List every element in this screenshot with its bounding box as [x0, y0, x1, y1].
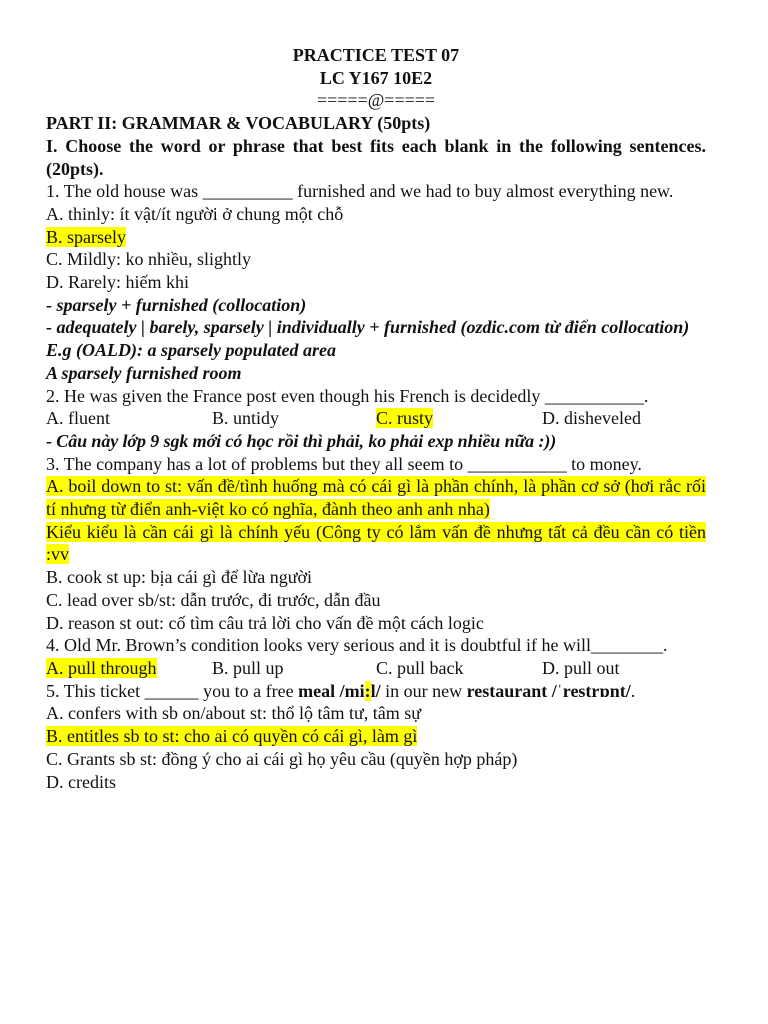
q4-option-b: B. pull up [212, 657, 284, 678]
q2-option-c-answer: C. rusty [376, 408, 434, 429]
section-heading: I. Choose the word or phrase that best fits each blank in the following sentences. (20pts). [46, 135, 706, 179]
q5-option-c: C. Grants sb st: đồng ý cho ai cái gì họ yêu cầu (quyền hợp pháp) [46, 748, 518, 769]
q3-option-a-answer: A. boil down to st: vấn đề/tình huống mà có cái gì là phần chính, là phần cơ sở (hơi rắc rối tí nhưng từ điển anh-việt ko có nghĩa, đành theo anh anh nha) [46, 476, 706, 520]
q2-stem: 2. He was given the France post even though his French is decidedly ___________. [46, 385, 649, 406]
q2-option-a: A. fluent [46, 408, 110, 429]
q5-word-meal: meal [298, 680, 336, 701]
q5-option-a: A. confers with sb on/about st: thổ lộ tâm tư, tâm sự [46, 703, 421, 724]
q1-stem: 1. The old house was __________ furnished and we had to buy almost everything new. [46, 181, 674, 202]
q4-stem: 4. Old Mr. Brown’s condition looks very serious and it is doubtful if he will________. [46, 635, 668, 656]
title-divider: =====@===== [316, 90, 436, 111]
q4-option-c: C. pull back [376, 657, 464, 678]
q3-stem: 3. The company has a lot of problems but they all seem to ___________ to money. [46, 453, 642, 474]
q5-option-b-answer: B. entitles sb to st: cho ai có quyền có cái gì, làm gì [46, 726, 418, 747]
q4-option-a-answer: A. pull through [46, 657, 157, 678]
q2-option-b: B. untidy [212, 408, 280, 429]
q5-option-d: D. credits [46, 771, 116, 792]
q1-option-d: D. Rarely: hiếm khi [46, 272, 189, 293]
q1-note-ozdic: - adequately | barely, sparsely | individually + furnished (ozdic.com từ điển collocation) [46, 317, 690, 338]
document-body [46, 44, 706, 793]
q4-options [46, 657, 706, 680]
test-title: PRACTICE TEST 07 [292, 45, 460, 65]
q5-stem-part-2: in our new [380, 680, 467, 701]
q2-option-d: D. disheveled [542, 408, 641, 429]
q1-note-example-2: A sparsely furnished room [46, 362, 242, 383]
q5-word-restaurant: restaurant [466, 680, 548, 701]
part-heading: PART II: GRAMMAR & VOCABULARY (50pts) [46, 113, 431, 134]
q3-option-c: C. lead over sb/st: dẫn trước, đi trước, dẫn đầu [46, 589, 381, 610]
q1-option-c: C. Mildly: ko nhiều, slightly [46, 249, 252, 270]
q5-ipa-meal: /mi:l/ [339, 680, 381, 701]
q5-ipa-restaurant: /ˈrestrɒnt/ [551, 680, 631, 701]
q2-options [46, 407, 706, 430]
q1-option-b-answer: B. sparsely [46, 226, 126, 247]
q1-note-collocation: - sparsely + furnished (collocation) [46, 294, 307, 315]
q3-option-a-explanation: Kiểu kiểu là cần cái gì là chính yếu (Công ty có lắm vấn đề nhưng tất cả đều cần có tiền :vv [46, 521, 706, 565]
q5-stem-part-1: 5. This ticket ______ you to a free [46, 680, 299, 701]
q5-stem: 5. This ticket ______ you to a free meal /mi:l/ in our new restaurant /ˈrestrɒnt/. [46, 680, 636, 701]
q1-note-example: E.g (OALD): a sparsely populated area [46, 340, 336, 361]
test-code: LC Y167 10E2 [319, 67, 433, 88]
q1-option-a: A. thinly: ít vật/ít người ở chung một chỗ [46, 203, 344, 224]
q2-note: - Câu này lớp 9 sgk mới có học rồi thì phải, ko phải exp nhiều nữa :)) [46, 430, 557, 451]
q4-option-d: D. pull out [542, 657, 620, 678]
q3-option-b: B. cook st up: bịa cái gì để lừa người [46, 567, 312, 588]
q3-option-d: D. reason st out: cố tìm câu trả lời cho vấn đề một cách logic [46, 612, 484, 633]
